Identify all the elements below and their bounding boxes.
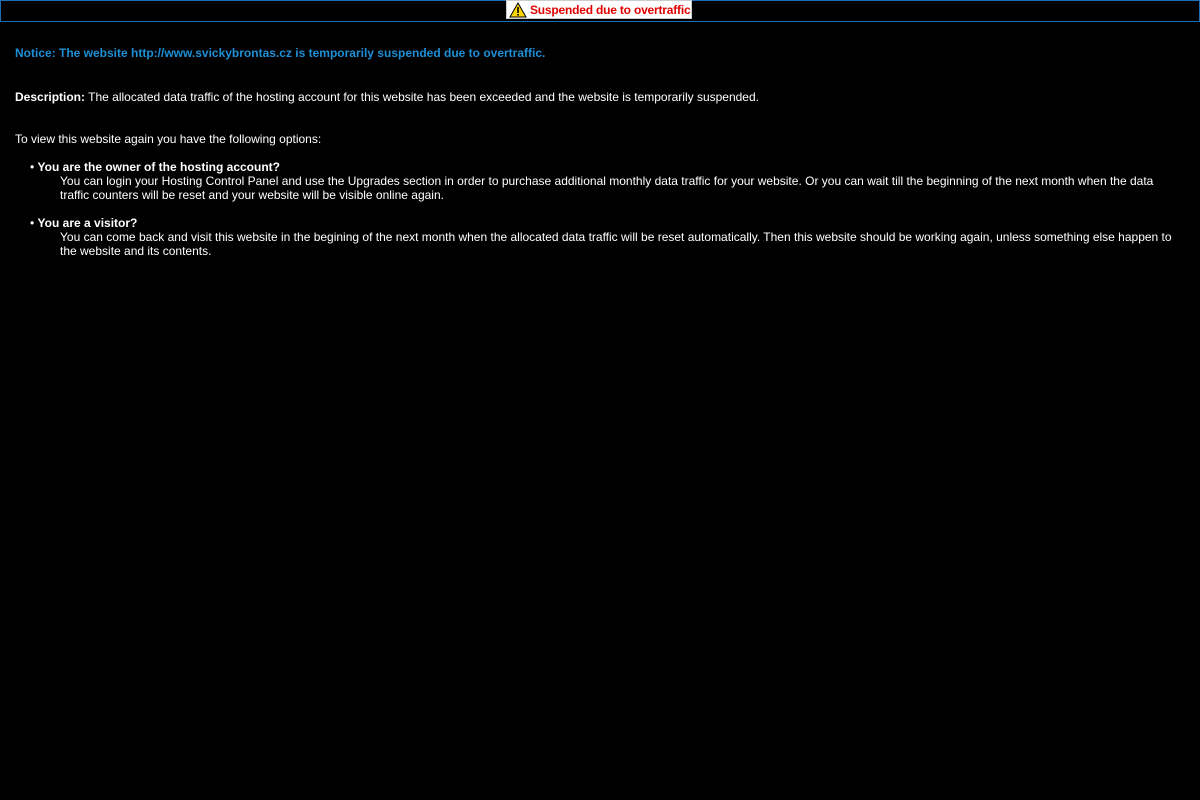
option-visitor <box>30 216 1185 258</box>
description-text: The allocated data traffic of the hosting account for this website has been exceeded and the website is temporarily suspended. <box>85 90 759 104</box>
suspended-banner <box>506 0 692 19</box>
options-intro: To view this website again you have the following options: <box>15 132 322 146</box>
main-content <box>15 46 1185 272</box>
options-list <box>30 160 1185 258</box>
option-owner <box>30 160 1185 202</box>
bullet: • <box>30 216 38 230</box>
warning-triangle-icon <box>509 2 527 18</box>
bullet: • <box>30 160 38 174</box>
option-answer: You can come back and visit this website in the begining of the next month when the allocated data traffic will be reset automatically. Then this website should be working again, unless something else happen to the website and its contents. <box>60 230 1172 258</box>
option-question: You are a visitor? <box>37 216 138 230</box>
description <box>15 90 1185 104</box>
option-answer: You can login your Hosting Control Panel and use the Upgrades section in order to purchase additional monthly data traffic for your website. Or you can wait till the beginning of the next month when the data traffic counters will be reset and your website will be visible online again. <box>60 174 1154 202</box>
description-label: Description: <box>15 90 86 104</box>
banner-title: Suspended due to overtraffic <box>530 2 691 17</box>
option-question: You are the owner of the hosting account? <box>37 160 281 174</box>
notice-text: Notice: The website http://www.svickybrontas.cz is temporarily suspended due to overtraffic. <box>15 46 546 60</box>
